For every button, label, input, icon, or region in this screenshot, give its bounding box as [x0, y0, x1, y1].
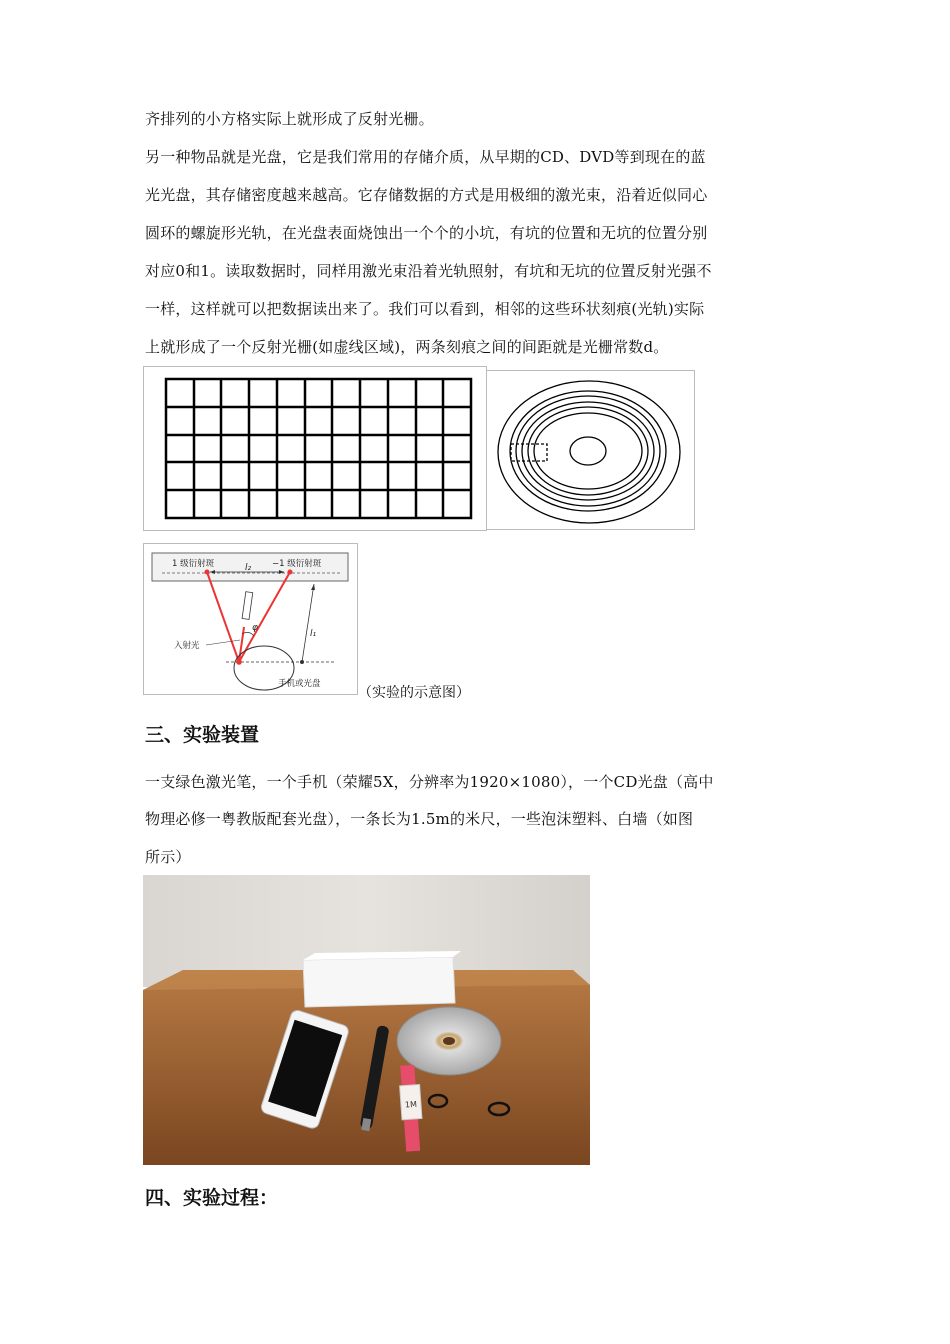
- paragraph-line: 物理必修一粤教版配套光盘），一条长为1.5m的米尺，一些泡沫塑料、白墙（如图: [145, 810, 694, 828]
- equipment-photo-drawing: [143, 875, 590, 1165]
- cd-rings-figure: [486, 370, 695, 530]
- experiment-schematic: [143, 543, 358, 695]
- paragraph-line: 另一种物品就是光盘，它是我们常用的存储介质，从早期的CD、DVD等到现在的蓝: [145, 148, 706, 166]
- schematic-caption: （实验的示意图）: [358, 685, 470, 701]
- paragraph-line: 对应0和1。读取数据时，同样用激光束沿着光轨照射，有坑和无坑的位置反射光强不: [145, 262, 712, 280]
- incident-label: 入射光: [174, 641, 200, 651]
- grid-diagram: [144, 367, 486, 530]
- tape-label: 1M: [404, 1099, 418, 1110]
- paragraph-line: 上就形成了一个反射光栅(如虚线区域)，两条刻痕之间的间距就是光栅常数d。: [145, 338, 669, 356]
- paragraph-line: 齐排列的小方格实际上就形成了反射光栅。: [145, 110, 434, 128]
- l2-label: l₂: [245, 563, 252, 573]
- order-neg1-label: −1 级衍射斑: [272, 559, 322, 569]
- paragraph-line: 光光盘，其存储密度越来越高。它存储数据的方式是用极细的激光束，沿着近似同心: [145, 186, 708, 204]
- paragraph-line: 所示）: [145, 848, 191, 866]
- paragraph-line: 一支绿色激光笔，一个手机（荣耀5X，分辨率为1920×1080），一个CD光盘（高中: [145, 773, 714, 791]
- paragraph-line: 圆环的螺旋形光轨，在光盘表面烧蚀出一个个的小坑，有坑的位置和无坑的位置分别: [145, 224, 708, 242]
- device-label: 手机或光盘: [278, 679, 321, 689]
- paragraph-line: 一样，这样就可以把数据读出来了。我们可以看到，相邻的这些环状刻痕(光轨)实际: [145, 300, 705, 318]
- schematic-diagram: [144, 544, 357, 694]
- phi-label: φ: [252, 623, 258, 633]
- section-heading: 四、实验过程：: [145, 1187, 279, 1209]
- grid-figure: [143, 366, 487, 531]
- section-heading: 三、实验装置: [145, 724, 260, 746]
- order1-label: 1 级衍射斑: [172, 559, 215, 569]
- cd-rings-diagram: [487, 371, 694, 529]
- equipment-photo: [143, 875, 590, 1165]
- l1-label: l₁: [310, 629, 317, 639]
